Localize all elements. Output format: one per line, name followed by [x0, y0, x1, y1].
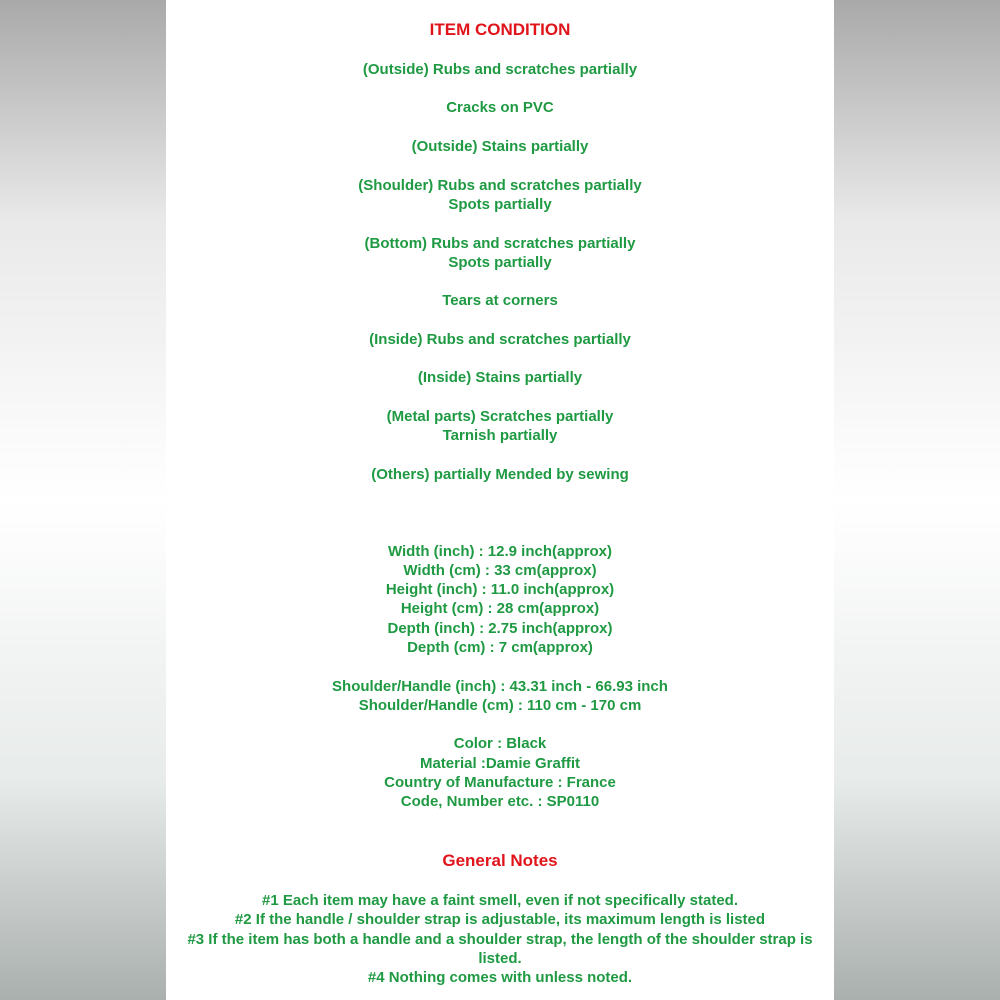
condition-line: Cracks on PVC: [446, 99, 554, 116]
note-line: #2 If the handle / shoulder strap is adjustable, its maximum length is listed: [234, 911, 766, 928]
note-line: #4 Nothing comes with unless noted.: [367, 969, 633, 986]
condition-line: (Inside) Stains partially: [417, 369, 583, 386]
note-line: listed.: [478, 950, 522, 967]
condition-line: Spots partially: [448, 196, 552, 213]
measurement-line: Width (inch) : 12.9 inch(approx): [387, 543, 613, 560]
background-left: [0, 0, 166, 1000]
measurement-line: Height (inch) : 11.0 inch(approx): [385, 581, 615, 598]
strap-line: Shoulder/Handle (inch) : 43.31 inch - 66.93 inch: [332, 678, 668, 695]
notes-title: General Notes: [442, 851, 558, 870]
condition-line: (Bottom) Rubs and scratches partially: [364, 235, 636, 252]
note-line: #3 If the item has both a handle and a shoulder strap, the length of the shoulder strap is: [187, 931, 813, 948]
condition-line: Tears at corners: [442, 292, 558, 309]
detail-line: Material :Damie Graffit: [419, 755, 581, 772]
condition-line: (Metal parts) Scratches partially: [386, 408, 614, 425]
measurement-line: Depth (inch) : 2.75 inch(approx): [387, 620, 613, 637]
strap-line: Shoulder/Handle (cm) : 110 cm - 170 cm: [358, 697, 642, 714]
detail-line: Code, Number etc. : SP0110: [400, 793, 600, 810]
condition-line: (Inside) Rubs and scratches partially: [369, 331, 631, 348]
measurement-line: Width (cm) : 33 cm(approx): [403, 562, 597, 579]
background-right: [834, 0, 1000, 1000]
detail-line: Country of Manufacture : France: [384, 774, 616, 791]
condition-line: (Outside) Rubs and scratches partially: [362, 61, 638, 78]
detail-line: Color : Black: [453, 735, 547, 752]
condition-line: (Shoulder) Rubs and scratches partially: [358, 177, 642, 194]
condition-line: (Outside) Stains partially: [411, 138, 589, 155]
measurement-line: Depth (cm) : 7 cm(approx): [407, 639, 593, 656]
measurement-line: Height (cm) : 28 cm(approx): [400, 600, 600, 617]
condition-title: ITEM CONDITION: [429, 20, 571, 39]
condition-line: (Others) partially Mended by sewing: [371, 466, 629, 483]
condition-line: Tarnish partially: [442, 427, 558, 444]
note-line: #1 Each item may have a faint smell, even if not specifically stated.: [261, 892, 739, 909]
condition-card: [166, 0, 834, 1000]
condition-line: Spots partially: [448, 254, 552, 271]
